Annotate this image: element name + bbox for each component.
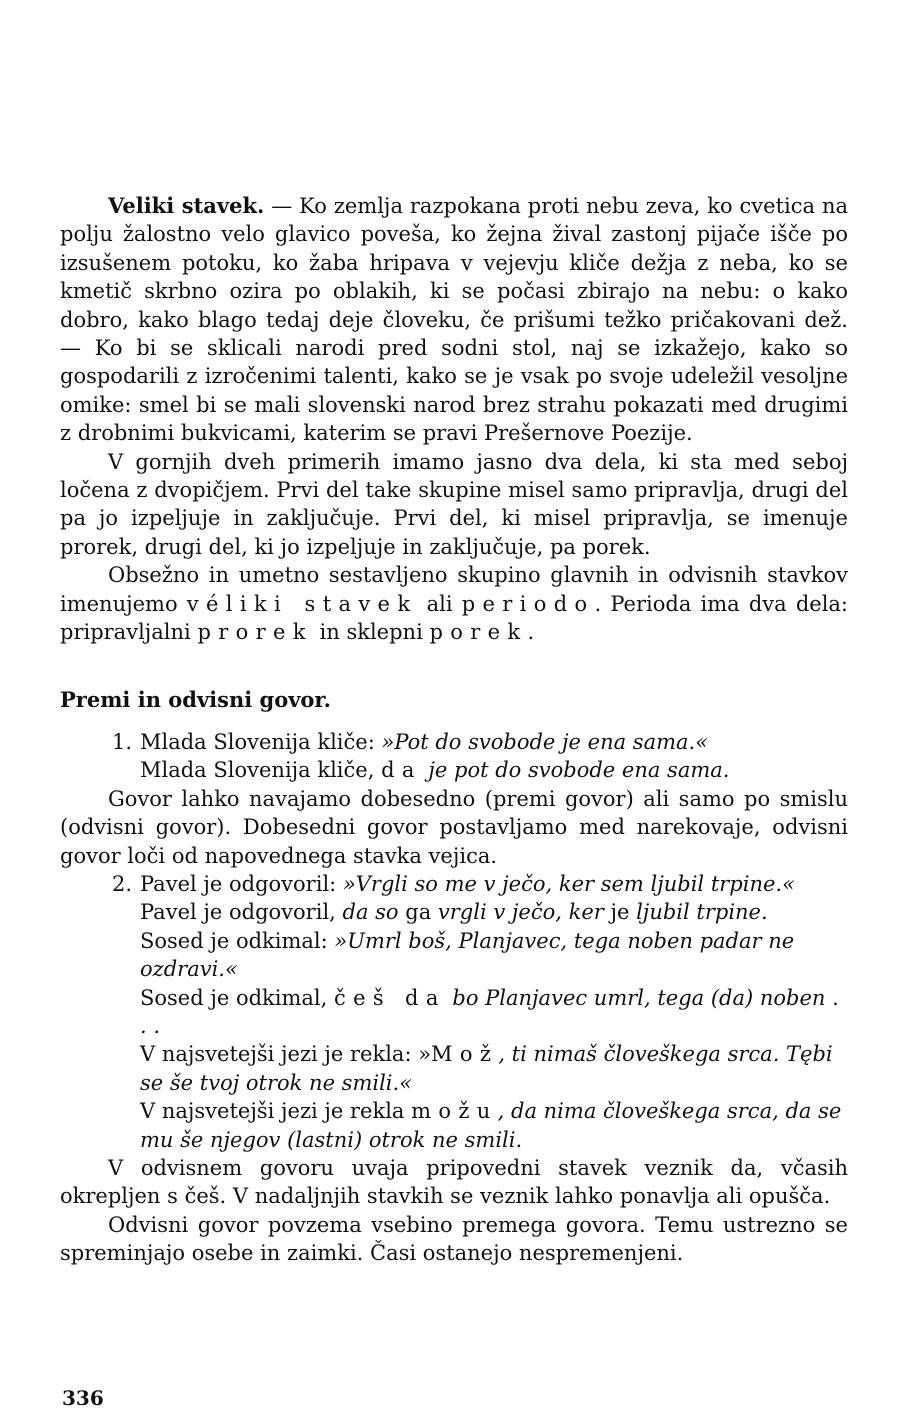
example-line [140,1097,848,1154]
quote: da so [342,900,399,925]
spaced-word: možu [411,1099,498,1124]
text: ali [417,591,462,616]
quote: je pot do svobode ena sama. [421,758,730,783]
page-number: 336 [62,1386,104,1410]
text: V najsvetejši jezi je rekla: » [140,1042,432,1067]
text: Pavel je odgovoril: [140,871,343,896]
quote: , ti nimaš človeškega srca. Tębi se še tvoj otrok ne smili.« [140,1042,833,1095]
text: in sklepni [312,620,430,645]
text: Sosed je odkimal: [140,928,335,953]
example-number: 2. [111,871,132,896]
paragraph-veznik: V odvisnem govoru uvaja pripovedni stavek veznik da, včasih okrepljen s češ. V nadaljnjih stavkih se veznik lahko ponavlja ali opušča. [60,1156,848,1209]
term-veliki-stavek: véliki stavek [186,591,418,616]
text: Sosed je odkimal, [140,985,334,1010]
text: Pavel je odgovoril, [140,900,343,925]
quote: »Vrgli so me v ječo, ker sem ljubil trpine.« [342,871,795,896]
term-prorek: prorek [197,620,313,645]
text: Obsežno in umetno sestavljeno skupino glavnih in odvisnih stavkov imenujemo [60,563,848,616]
example-2 [60,870,848,1154]
term-porek: porek [429,620,528,645]
paragraph-perioda [60,561,848,646]
example-line [140,984,848,1041]
paragraph-govor-explanation: Govor lahko navajamo dobesedno (premi govor) ali samo po smislu (odvisni govor). Dobesedni govor postavljamo med narekovaje, odvisni govor loči od napovednega stavka vejica. [60,786,848,868]
example-line [140,1040,848,1097]
text: Mlada Slovenija kliče: [140,729,382,754]
page-content [60,192,848,1268]
quote: ljubil trpine. [636,900,768,925]
section-title-premi-odvisni-govor: Premi in odvisni govor. [60,686,331,712]
example-1 [60,728,848,785]
term-perioda: periodo [461,591,595,616]
text: V najsvetejši jezi je rekla [140,1099,412,1124]
quote: vrgli v ječo, ker [437,900,604,925]
conjunction: češ da [334,985,446,1010]
spaced-word: Mož [431,1042,499,1067]
quote: , da nima človeškega srca, da se mu še njegov (lastni) otrok ne smili. [140,1099,842,1152]
text: . Perioda ima dva dela: pripravljalni [60,591,849,645]
paragraph-veliki-stavek-intro [60,192,848,448]
text: je [603,900,637,925]
example-line [140,898,848,926]
paragraph-text: — Ko zemlja razpokana proti nebu zeva, ko cvetica na polju žalostno velo glavico poveša, ko žejna žival zastonj pijače išče po izsušenem potoku, ko žaba hripava v vejevju kliče dežja z neba, ko se kmetič skrbno ozira po oblakih, ki se počasi zbirajo na nebu: o kako dobro, kako blago tedaj deje človeku, če prišumi težko pričakovani dež. — Ko bi se sklicali narodi pred sodni stol, naj se izkažejo, kako so gospodarili z izročenimi talenti, kako se je vsak po svoje udeležil vesoljne omike: smel bi se mali slovenski narod brez strahu pokazati med drugimi z drobnimi bukvicami, katerim se pravi Prešernove Poezije. [60,194,848,446]
example-line [140,927,848,984]
paragraph-povzema: Odvisni govor povzema vsebino premega govora. Temu ustrezno se spreminjajo osebe in zaimki. Časi ostanejo nespremenjeni. [60,1212,848,1266]
conjunction: da [381,758,422,783]
quote: »Umrl boš, Planjavec, tega noben padar ne ozdravi.« [140,928,795,982]
example-line [140,870,848,898]
section-title-veliki-stavek: Veliki stavek. [108,193,265,218]
quote: bo Planjavec umrl, tega (da) noben . . . [140,985,839,1038]
quote: »Pot do svobode je ena sama.« [381,729,709,754]
paragraph-prorek-porek: V gornjih dveh primerih imamo jasno dva dela, ki sta med seboj ločena z dvopičjem. Prvi del take skupine misel samo pripravlja, drugi del pa jo izpeljuje in zaključuje. Prvi del, ki misel pripravlja, se imenuje prorek, drugi del, ki jo izpeljuje in zaključuje, pa porek. [60,449,848,559]
example-number: 1. [111,729,132,754]
text: . [527,620,535,645]
example-line [140,728,848,756]
text: ga [398,900,438,925]
text: Mlada Slovenija kliče, [140,758,382,783]
example-line [140,756,848,784]
